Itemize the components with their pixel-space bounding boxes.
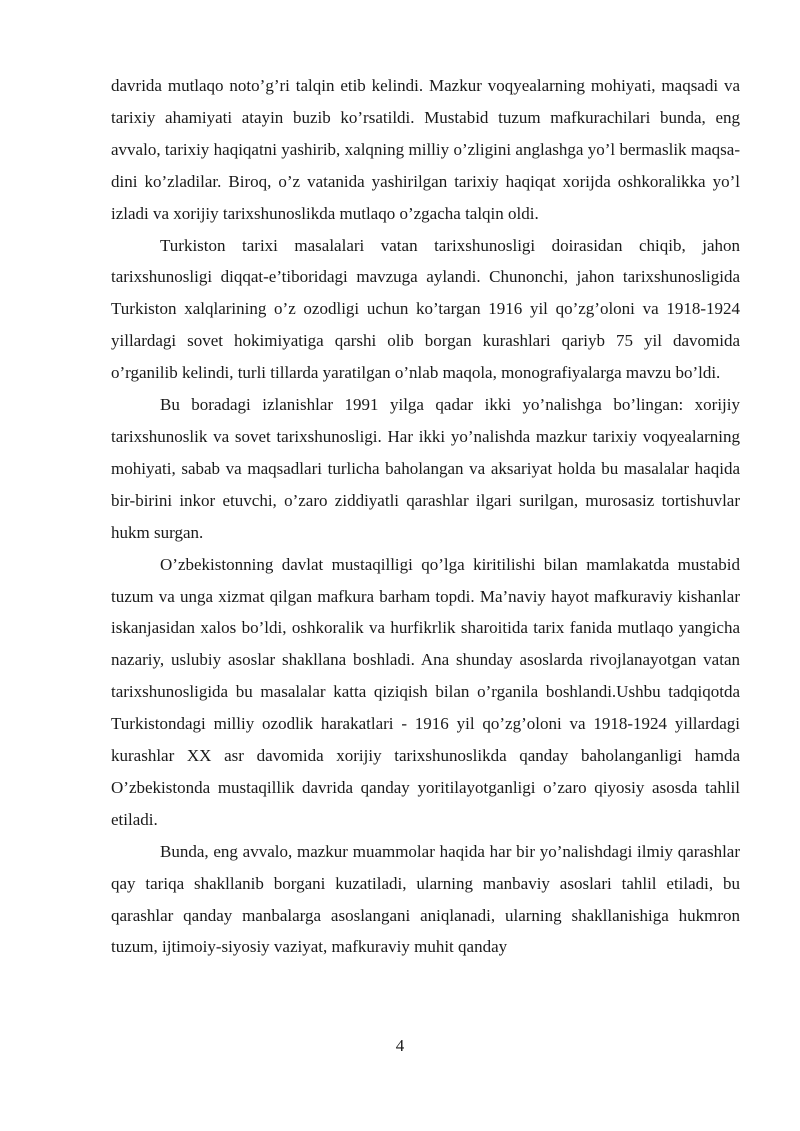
paragraph-3: Bu boradagi izlanishlar 1991 yilga qadar ikki yo’nalishga bo’lingan: xorijiy tarixshunoslik va sovet tarixshunosligi. Har ikki yo’nalishda mazkur tarixiy voqyealarning mohiyati, sabab va maqsadlari turlicha baholangan va aksariyat holda bu masalalar haqida bir-birini inkor etuvchi, o’zaro ziddiyatli qarashlar ilgari surilgan, murosasiz tortishuvlar hukm surgan. [111, 395, 740, 542]
page-number: 4 [395, 1036, 405, 1055]
paragraph-4: O’zbekistonning davlat mustaqilligi qo’lga kiritilishi bilan mamlakatda mustabid tuzum va unga xizmat qilgan mafkura barham topdi. Ma’naviy hayot mafkuraviy kishanlar iskanjasidan xalos bo’ldi, oshkoralik va hurfikrlik sharoitida tarix fanida mutlaqo yangicha nazariy, uslubiy asoslar shakllana boshladi. Ana shunday asoslarda rivojlanayotgan vatan tarixshunosligida bu masalalar katta qiziqish bilan o’rganila boshlandi.Ushbu tadqiqotda Turkistondagi milliy ozodlik harakatlari - 1916 yil qo’zg’oloni va 1918-1924 yillardagi kurashlar XX asr davomida xorijiy tarixshunoslikda qanday baholanganligi hamda O’zbekistonda mustaqillik davrida qanday yoritilayotganligi o’zaro qiyosiy asosda tahlil etiladi. [111, 554, 740, 829]
paragraph-1: davrida mutlaqo noto’g’ri talqin etib kelindi. Mazkur voqyealarning mohiyati, maqsadi va tarixiy ahamiyati atayin buzib ko’rsatildi. Mustabid tuzum mafkurachilari bunda, eng avvalo, tarixiy haqiqatni yashirib, xalqning milliy o’zligini anglashga yo’l bermaslik maqsa-dini ko’zladilar. Biroq, o’z vatanida yashirilgan tarixiy haqiqat xorijda oshkoralikka yo’l izladi va xorijiy tarixshunoslikda mutlaqo o’zgacha talqin oldi. [111, 76, 740, 223]
document-body [111, 70, 740, 963]
paragraph-5: Bunda, eng avvalo, mazkur muammolar haqida har bir yo’nalishdagi ilmiy qarashlar qay tariqa shakllanib borgani kuzatiladi, ularning manbaviy asoslari tahlil etiladi, bu qarashlar qanday manbalarga asoslangani aniqlanadi, ularning shakllanishiga hukmron tuzum, ijtimoiy-siyosiy vaziyat, mafkuraviy muhit qanday [111, 841, 740, 957]
paragraph-2: Turkiston tarixi masalalari vatan tarixshunosligi doirasidan chiqib, jahon tarixshunosligi diqqat-e’tiboridagi mavzuga aylandi. Chunonchi, jahon tarixshunosligida Turkiston xalqlarining o’z ozodligi uchun ko’targan 1916 yil qo’zg’oloni va 1918-1924 yillardagi sovet hokimiyatiga qarshi olib borgan kurashlari qariyb 75 yil davomida o’rganilib kelindi, turli tillarda yaratilgan o’nlab maqola, monografiyalarga mavzu bo’ldi. [111, 235, 740, 383]
